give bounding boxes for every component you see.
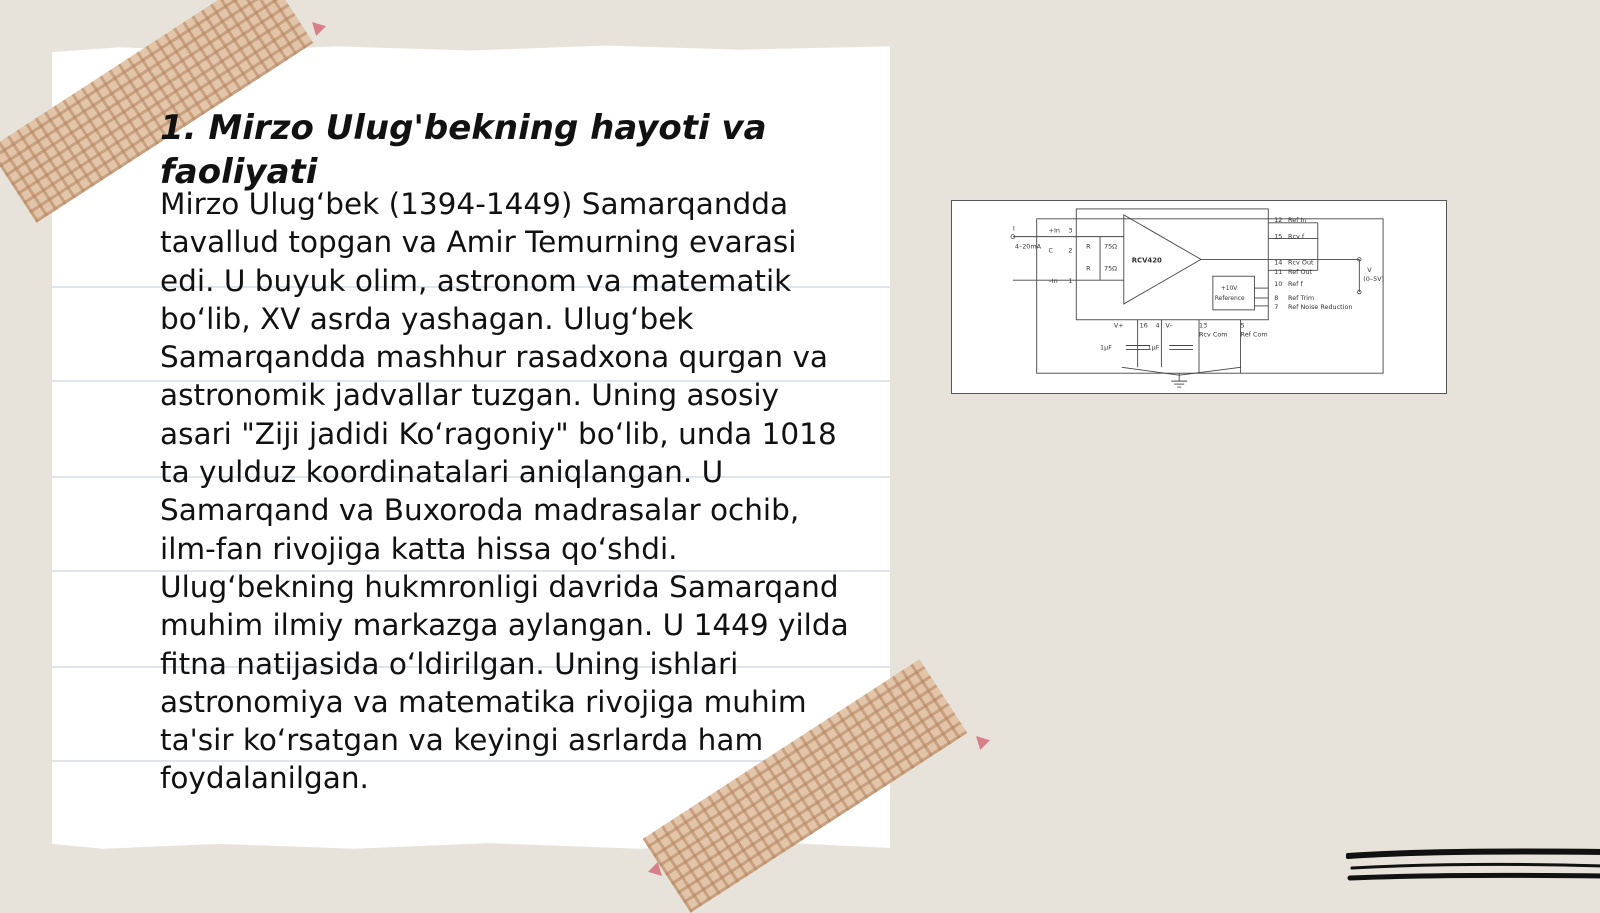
resistor-value: 75Ω: [1103, 242, 1118, 251]
pin-number: 10: [1274, 280, 1283, 289]
pin-number: 4: [1155, 321, 1160, 330]
pin-number: 11: [1274, 268, 1283, 277]
pin-label: Ref Noise Reduction: [1288, 302, 1353, 311]
tape-corner-pin: [312, 22, 326, 36]
capacitor-label: 1µF: [1100, 343, 1112, 352]
pin-label: Rcv f: [1288, 232, 1305, 241]
pin-number: 3: [1068, 226, 1073, 235]
pin-number: 5: [1240, 321, 1245, 330]
pin-number: 8: [1274, 293, 1279, 302]
pin-label: V+: [1113, 321, 1124, 330]
capacitor-label: 1µF: [1147, 343, 1160, 352]
pin-label: Ref f: [1288, 280, 1303, 289]
minus-in-label: –In: [1048, 277, 1058, 286]
pin-number: 13: [1199, 321, 1208, 330]
pin-label: Ref Out: [1288, 268, 1313, 277]
pin-number: 14: [1274, 258, 1283, 267]
pin-label: Ref Com: [1240, 330, 1268, 339]
tape-corner-pin: [976, 736, 990, 750]
pin-label: Ref In: [1288, 215, 1307, 224]
pin-label: V–: [1165, 321, 1173, 330]
pin-number: 1: [1068, 277, 1073, 286]
current-label: I: [1012, 224, 1015, 233]
pin-number: 15: [1274, 232, 1283, 241]
chip-label: RCV420: [1131, 256, 1162, 265]
current-range-label: 4–20mA: [1014, 242, 1042, 251]
resistor-label: R: [1086, 264, 1091, 273]
reference-label-voltage: +10V: [1220, 285, 1238, 293]
pin-label: Rcv Com: [1199, 330, 1228, 339]
circuit-diagram-image: [951, 200, 1447, 394]
slide-title: 1. Mirzo Ulug'bekning hayoti va faoliyati: [160, 108, 767, 192]
pin-label: Ref Trim: [1288, 293, 1315, 302]
output-range: (0–5V): [1363, 275, 1385, 284]
cap-label: C: [1048, 246, 1054, 255]
pin-label: Rcv Out: [1288, 258, 1314, 267]
circuit-diagram: [952, 201, 1446, 393]
output-label: V: [1367, 266, 1372, 275]
slide-body-text: Mirzo Ulug‘bek (1394-1449) Samarqandda tavallud topgan va Amir Temurning evarasi edi. U buyuk olim, astronom va matematik bo‘lib, XV asrda yashagan. Ulug‘bek Samarqandda mashhur rasadxona qurgan va astronomik jadvallar tuzgan. Uning asosiy asari "Ziji jadidi Ko‘ragoniy" bo‘lib, unda 1018 ta yulduz koordinatalari aniqlangan. U Samarqand va Buxoroda madrasalar ochib, ilm-fan rivojiga katta hissa qo‘shdi. Ulug‘bekning hukmronligi davrida Samarqand muhim ilmiy markazga aylangan. U 1449 yilda fitna natijasida o‘ldirilgan. Uning ishlari astronomiya va matematika rivojiga muhim ta'sir ko‘rsatgan va keyingi asrlarda ham foydalanilgan.: [160, 187, 849, 796]
resistor-label: R: [1086, 242, 1091, 251]
plus-in-label: +In: [1048, 226, 1060, 235]
decorative-brush-lines: [1346, 846, 1600, 894]
pin-number: 16: [1139, 321, 1148, 330]
pin-number: 7: [1274, 302, 1279, 311]
pin-number: 2: [1068, 246, 1073, 255]
pin-number: 12: [1274, 215, 1283, 224]
resistor-value: 75Ω: [1103, 264, 1118, 273]
reference-label: Reference: [1214, 294, 1245, 302]
